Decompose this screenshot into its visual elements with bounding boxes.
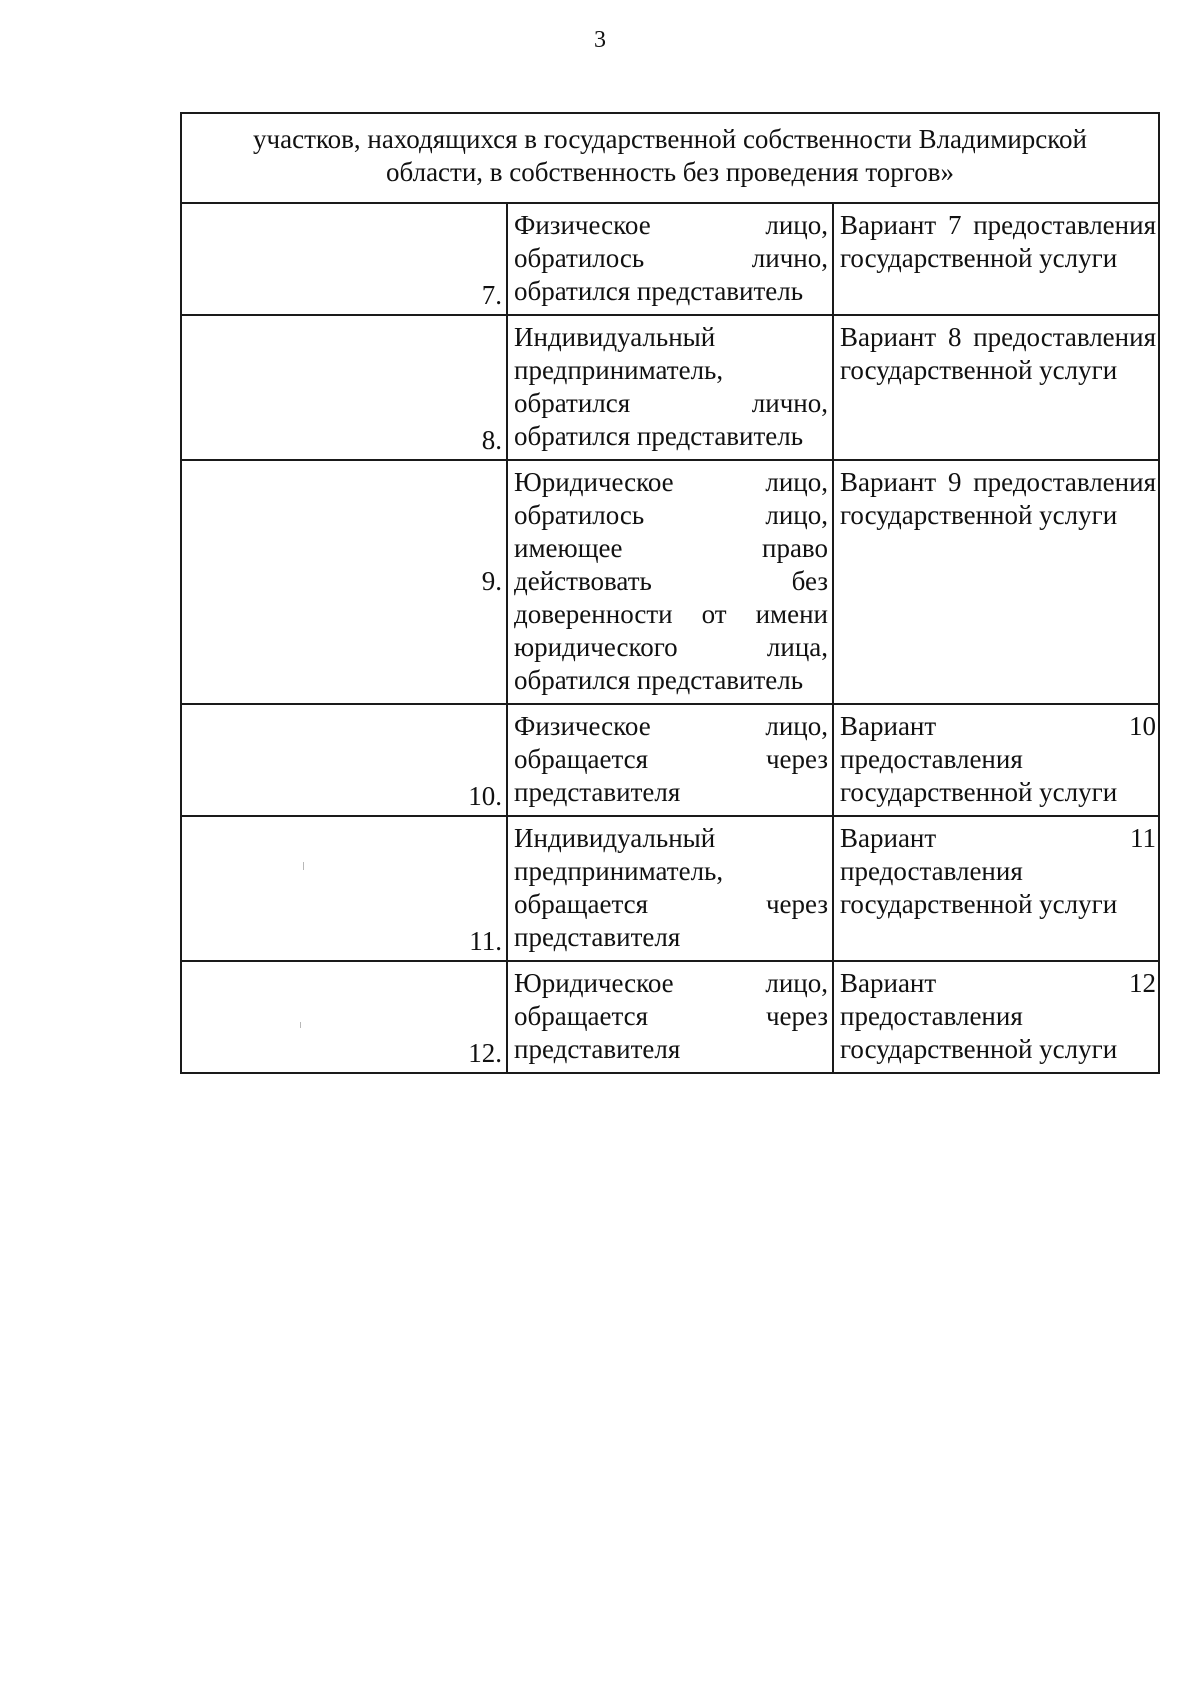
applicant-category: Юридическое лицо, обращается через представителя: [507, 961, 833, 1073]
row-number: 8.: [181, 315, 507, 460]
row-number: 10.: [181, 704, 507, 816]
service-variant: Вариант 11 предоставления государственной услуги: [833, 816, 1159, 961]
table-row: [181, 203, 1159, 315]
table-row: [181, 460, 1159, 704]
table-row: [181, 704, 1159, 816]
scan-artifact: [303, 862, 304, 870]
row-number: 7.: [181, 203, 507, 315]
applicant-category: Юридическое лицо, обратилось лицо, имеющее право действовать без доверенности от имени юридического лица, обратился представитель: [507, 460, 833, 704]
applicant-category: Физическое лицо, обратилось лично, обратился представитель: [507, 203, 833, 315]
row-number: 9.: [181, 460, 507, 704]
table-heading-row: [181, 113, 1159, 203]
applicant-category: Физическое лицо, обращается через представителя: [507, 704, 833, 816]
table-row: [181, 315, 1159, 460]
service-variant: Вариант 10 предоставления государственной услуги: [833, 704, 1159, 816]
applicant-category: Индивидуальный предприниматель, обратился лично, обратился представитель: [507, 315, 833, 460]
scan-artifact: [300, 1022, 301, 1028]
service-variant: Вариант 7 предоставления государственной услуги: [833, 203, 1159, 315]
service-variant: Вариант 8 предоставления государственной услуги: [833, 315, 1159, 460]
page-number: 3: [594, 27, 606, 53]
table-heading: участков, находящихся в государственной собственности Владимирской области, в собственность без проведения торгов»: [181, 113, 1159, 203]
service-variant: Вариант 9 предоставления государственной услуги: [833, 460, 1159, 704]
table-row: [181, 961, 1159, 1073]
service-variant: Вариант 12 предоставления государственной услуги: [833, 961, 1159, 1073]
table-row: [181, 816, 1159, 961]
variants-table: [180, 112, 1160, 1074]
applicant-category: Индивидуальный предприниматель, обращается через представителя: [507, 816, 833, 961]
row-number: 11.: [181, 816, 507, 961]
row-number: 12.: [181, 961, 507, 1073]
